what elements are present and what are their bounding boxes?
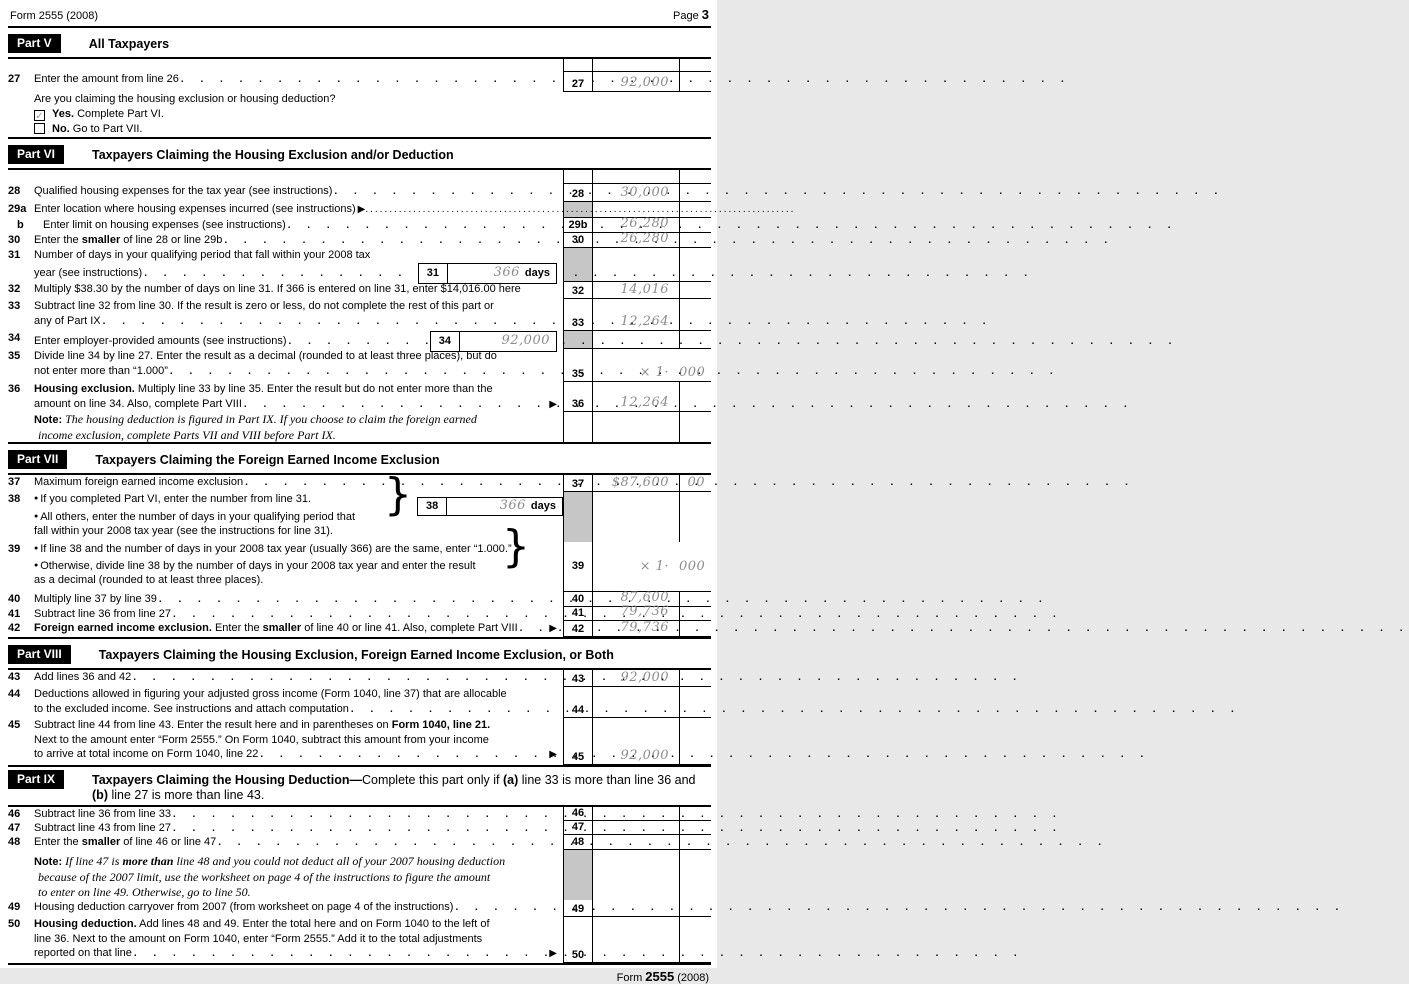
line-48: 48 Enter the smaller of line 46 or line 47 . . . 48 [8, 835, 711, 850]
divider [8, 765, 711, 767]
line-34-amount[interactable]: 92,000 [501, 333, 550, 349]
part-vi-title: Taxpayers Claiming the Housing Exclusion and/or Deduction [92, 148, 454, 162]
note-48: Note: If line 47 is more than line 48 and you could not deduct all of your 2007 housing deduction because of the 2007 limit, use the worksheet on page 4 of the instructions to figure the amount to enter on line 49. Otherwise, go to line 50. [8, 850, 711, 900]
line-34: 34 Enter employer-provided amounts (see instructions) . . . 34 92,000 [8, 331, 711, 349]
line-27: 27 Enter the amount from line 26 . . . 27 92,000 [8, 72, 711, 92]
line-32-amount[interactable]: 14,016 [592, 282, 679, 298]
dot-leader [455, 901, 555, 916]
shaded-cell [563, 850, 592, 900]
line-36: 36 Housing exclusion. Multiply line 33 by line 35. Enter the result but do not enter more than the amount on line 34. Also, complete Part VIII . . . ▶ 36 12,264 [8, 382, 711, 412]
part-vi-label: Part VI [8, 145, 64, 164]
spacer-row [8, 170, 711, 184]
line-49-box: 49 [563, 900, 592, 916]
dot-leader [181, 73, 555, 88]
line-49: 49 Housing deduction carryover from 2007 (from worksheet on page 4 of the instructions) . . . 49 [8, 900, 711, 917]
line-28-amount[interactable]: 30,000 [592, 184, 679, 201]
arrow-right-icon: ▶ [549, 948, 557, 959]
page-header [8, 6, 711, 28]
part-v-header [8, 34, 711, 53]
note-36: Note: The housing deduction is figured in Part IX. If you choose to claim the foreign earned income exclusion, complete Parts VII and VIII before Part IX. [8, 412, 711, 442]
line-30-amount[interactable]: 26,280 [592, 233, 679, 247]
line-40-amount[interactable]: 87,600 [592, 592, 679, 606]
dot-leader [159, 593, 555, 608]
line-28-box: 28 [563, 184, 592, 201]
dot-leader [170, 365, 555, 380]
line-31: 31 Number of days in your qualifying period that fall within your 2008 tax year (see instructions) . . . 31 366 days [8, 248, 711, 282]
line-42-box: 42 [563, 621, 592, 636]
dot-leader [289, 335, 428, 350]
entry-line[interactable] [365, 203, 557, 218]
yes-option: ✓ Yes. Complete Part VI. [35, 108, 164, 122]
spacer-row [8, 59, 711, 72]
line-36-amount[interactable]: 12,264 [592, 382, 679, 411]
line-33-amount[interactable]: 12,264 [592, 299, 679, 330]
arrow-right-icon: ▶ [549, 398, 557, 410]
line-33: 33 Subtract line 32 from line 30. If the result is zero or less, do not complete the rest of this part or any of Part IX . . . 33 12,264 [8, 299, 711, 331]
line-43-amount[interactable]: 92,000 [592, 670, 679, 686]
line-45-box: 45 [563, 718, 592, 764]
part-ix-title: Taxpayers Claiming the Housing Deduction—Complete this part only if (a) line 33 is more than line 36 and (b) line 27 is more than line 43. [92, 773, 696, 802]
divider [8, 137, 711, 139]
line-42-amount[interactable]: 79,736 [592, 621, 679, 636]
line-44-box: 44 [563, 687, 592, 717]
line-45-amount[interactable]: 92,000 [592, 718, 679, 764]
dot-leader [103, 315, 555, 330]
page-number: Page 3 [673, 7, 709, 22]
dot-leader [334, 185, 555, 200]
line-42: 42 Foreign earned income exclusion. Enter the smaller of line 40 or line 41. Also, complete Part VIII . . . ▶ 42 79,736 [8, 621, 711, 637]
line-27-text: Enter the amount from line 26 [34, 73, 179, 85]
dot-leader [224, 234, 555, 249]
line-29b: b Enter limit on housing expenses (see instructions) . . . 29b 26,280 [8, 218, 711, 233]
part-vii-header [8, 450, 711, 469]
line-43: 43 Add lines 36 and 42 . . . 43 92,000 [8, 670, 711, 687]
line-41-amount[interactable]: 79,736 [592, 607, 679, 620]
dot-leader [520, 622, 546, 637]
line-31-entry-box: 31 366 days [418, 263, 557, 284]
part-viii-label: Part VIII [8, 645, 71, 664]
dot-leader [218, 836, 555, 851]
line-37: 37 Maximum foreign earned income exclusion . . . 37 $87,600 00 [8, 475, 711, 492]
line-38-entry-box: 38 366 days [417, 497, 563, 516]
line-41: 41 Subtract line 36 from line 27 . . . 41 79,736 [8, 607, 711, 621]
line-28: 28 Qualified housing expenses for the tax year (see instructions) . . . 28 30,000 [8, 184, 711, 202]
page-footer: Form 2555 (2008) [616, 969, 709, 984]
part-ix-header [8, 770, 711, 803]
line-33-box: 33 [563, 299, 592, 330]
part-vi-header [8, 145, 711, 164]
part-v-label: Part V [8, 34, 61, 53]
shaded-cell [563, 492, 592, 542]
no-checkbox[interactable] [34, 123, 45, 134]
line-47: 47 Subtract line 43 from line 27 . . . 47 [8, 821, 711, 835]
line-41-box: 41 [563, 607, 592, 620]
line-35: 35 Divide line 34 by line 27. Enter the result as a decimal (rounded to at least three places), but do not enter more than “1.000” . . . 35 × 1· 000 [8, 349, 711, 382]
line-43-box: 43 [563, 670, 592, 686]
line-35-cents[interactable]: 000 [679, 365, 706, 380]
dot-leader [260, 748, 545, 763]
line-27-box: 27 [563, 72, 592, 91]
part-vii-title: Taxpayers Claiming the Foreign Earned Income Exclusion [95, 453, 440, 467]
line-29b-box: 29b [563, 218, 592, 232]
line-50-box: 50 [563, 917, 592, 962]
line-40-box: 40 [563, 592, 592, 606]
dot-leader [288, 219, 555, 234]
dot-leader [133, 671, 555, 686]
line-40: 40 Multiply line 37 by line 39 . . . 40 87,600 [8, 592, 711, 607]
dot-leader [144, 267, 416, 282]
line-31-days[interactable]: 366 days [493, 264, 550, 280]
housing-question [34, 92, 711, 137]
line-46-box: 46 [563, 807, 592, 820]
line-46: 46 Subtract line 36 from line 33 . . . 46 [8, 807, 711, 821]
line-36-box: 36 [563, 382, 592, 411]
brace-glyph: } [384, 469, 412, 520]
line-39-amount[interactable]: × 1· [592, 542, 679, 591]
line-29b-amount[interactable]: 26,280 [592, 218, 679, 232]
line-32-box: 32 [563, 282, 592, 298]
line-39-box: 39 [563, 542, 592, 591]
yes-checkbox[interactable] [34, 110, 45, 121]
check-icon: ✓ [35, 111, 44, 122]
line-50: 50 Housing deduction. Add lines 48 and 49. Enter the total here and on Form 1040 to the left of line 36. Next to the amount on Form 1040, enter “Form 2555.” Add it to the total adjustments reported on that line . . . ▶ 50 [8, 917, 711, 963]
no-option: No. Go to Part VII. [34, 122, 711, 137]
arrow-right-icon: ▶ [357, 204, 366, 215]
line-35-amount[interactable]: × 1· [592, 349, 679, 381]
line-27-amount[interactable]: 92,000 [592, 72, 679, 91]
arrow-right-icon: ▶ [549, 749, 557, 760]
line-30: 30 Enter the smaller of line 28 or line 29b . . . 30 26,280 [8, 233, 711, 248]
line-48-box: 48 [563, 835, 592, 849]
line-35-box: 35 [563, 349, 592, 381]
question-text: Are you claiming the housing exclusion or housing deduction? [34, 93, 336, 105]
dot-leader [134, 947, 545, 962]
part-ix-label: Part IX [8, 770, 64, 789]
line-29a: 29a Enter location where housing expenses incurred (see instructions) ▶ ..... [8, 202, 711, 218]
part-vii-label: Part VII [8, 450, 67, 469]
brace-glyph: } [502, 521, 530, 572]
line-32: 32 Multiply $38.30 by the number of days on line 31. If 366 is entered on line 31, enter $14,016.00 here 32 14,016 [8, 282, 711, 299]
line-47-box: 47 [563, 821, 592, 834]
line-44: 44 Deductions allowed in figuring your adjusted gross income (Form 1040, line 37) that are allocable to the excluded income. See instructions and attach computation . . . 44 [8, 687, 711, 718]
dot-leader [244, 398, 545, 413]
dot-leader [245, 476, 555, 491]
part-viii-header [8, 645, 711, 664]
dot-leader [351, 703, 555, 718]
line-39-cents[interactable]: 000 [679, 558, 706, 574]
line-45: 45 Subtract line 44 from line 43. Enter the result here and in parentheses on Form 1040, line 21. Next to the amount enter “Form 2555.” On Form 1040, subtract this amount from your income to arrive at total income on Form 1040, line 22 . . . ▶ 45 92,000 [8, 718, 711, 765]
form-id: Form 2555 (2008) [10, 10, 99, 22]
line-34-entry-box: 34 92,000 [430, 331, 557, 352]
line-30-box: 30 [563, 233, 592, 247]
part-viii-title: Taxpayers Claiming the Housing Exclusion, Foreign Earned Income Exclusion, or Both [98, 648, 614, 662]
line-37-amount[interactable]: $87,600 [592, 475, 679, 491]
line-37-cents[interactable]: 00 [679, 475, 711, 491]
divider [8, 637, 711, 639]
line-38: 38 ● If you completed Part VI, enter the number from line 31. ● All others, enter the number of days in your qualifying period that fall within your 2008 tax year (see the instructions for line 31). } 38 366 days [8, 492, 711, 542]
arrow-right-icon: ▶ [549, 623, 557, 634]
line-38-days[interactable]: 366 days [499, 498, 556, 514]
line-37-box: 37 [563, 475, 592, 491]
line-39: 39 ● If line 38 and the number of days in your 2008 tax year (usually 366) are the same, enter “1.000.” ● Otherwise, divide line 38 by the number of days in your 2008 tax year and enter the result as a decimal (rounded to at least three places). } 39 × 1· 000 [8, 542, 711, 592]
part-v-title: All Taxpayers [88, 37, 170, 51]
